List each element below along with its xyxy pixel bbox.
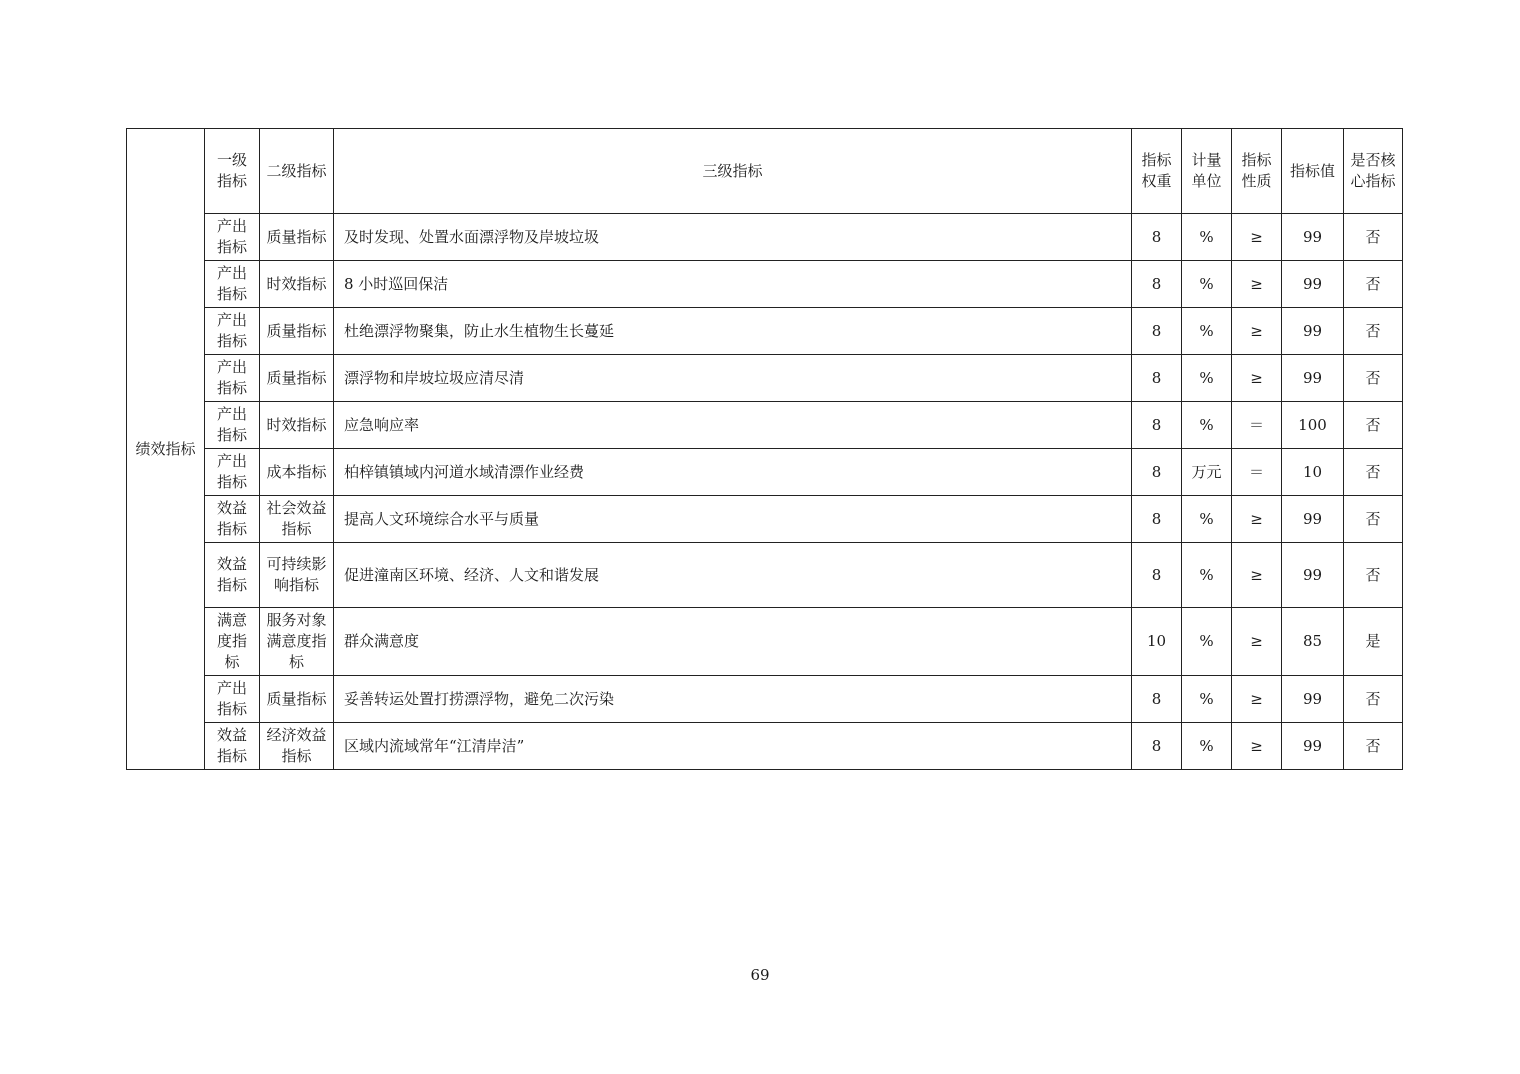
level2-cell: 质量指标 [260,214,334,261]
nature-cell: ≥ [1232,496,1282,543]
core-cell: 否 [1344,355,1403,402]
core-cell: 否 [1344,308,1403,355]
performance-table-container [126,128,1402,770]
core-cell: 否 [1344,214,1403,261]
unit-cell: % [1182,261,1232,308]
core-cell: 是 [1344,608,1403,676]
level3-cell: 妥善转运处置打捞漂浮物，避免二次污染 [334,676,1132,723]
table-row [127,676,1403,723]
level2-cell: 服务对象满意度指标 [260,608,334,676]
nature-cell: ≥ [1232,608,1282,676]
level1-cell: 产出指标 [205,261,260,308]
header-level2: 二级指标 [260,129,334,214]
value-cell: 99 [1282,214,1344,261]
nature-cell: ≥ [1232,308,1282,355]
nature-cell: ≥ [1232,723,1282,770]
header-unit: 计量单位 [1182,129,1232,214]
level2-cell: 质量指标 [260,676,334,723]
header-level3: 三级指标 [334,129,1132,214]
table-row [127,496,1403,543]
nature-cell: ≥ [1232,543,1282,608]
unit-cell: % [1182,496,1232,543]
unit-cell: % [1182,543,1232,608]
performance-indicator-table [126,128,1403,770]
nature-cell: ＝ [1232,402,1282,449]
level2-cell: 质量指标 [260,308,334,355]
nature-cell: ≥ [1232,355,1282,402]
core-cell: 否 [1344,723,1403,770]
table-row [127,214,1403,261]
nature-cell: ≥ [1232,261,1282,308]
level1-cell: 产出指标 [205,355,260,402]
weight-cell: 8 [1132,214,1182,261]
value-cell: 99 [1282,543,1344,608]
value-cell: 99 [1282,355,1344,402]
nature-cell: ≥ [1232,676,1282,723]
weight-cell: 8 [1132,355,1182,402]
weight-cell: 8 [1132,449,1182,496]
nature-cell: ＝ [1232,449,1282,496]
core-cell: 否 [1344,261,1403,308]
table-row [127,723,1403,770]
level2-cell: 社会效益指标 [260,496,334,543]
header-core: 是否核心指标 [1344,129,1403,214]
value-cell: 85 [1282,608,1344,676]
value-cell: 99 [1282,261,1344,308]
group-label-cell: 绩效指标 [127,129,205,770]
weight-cell: 8 [1132,723,1182,770]
unit-cell: % [1182,676,1232,723]
level1-cell: 产出指标 [205,308,260,355]
unit-cell: % [1182,608,1232,676]
level3-cell: 提高人文环境综合水平与质量 [334,496,1132,543]
value-cell: 99 [1282,308,1344,355]
level2-cell: 经济效益指标 [260,723,334,770]
header-level1: 一级指标 [205,129,260,214]
core-cell: 否 [1344,543,1403,608]
table-row [127,261,1403,308]
header-nature: 指标性质 [1232,129,1282,214]
unit-cell: % [1182,308,1232,355]
value-cell: 99 [1282,496,1344,543]
level1-cell: 产出指标 [205,676,260,723]
level3-cell: 促进潼南区环境、经济、人文和谐发展 [334,543,1132,608]
header-row [127,129,1403,214]
value-cell: 99 [1282,676,1344,723]
core-cell: 否 [1344,676,1403,723]
table-row [127,308,1403,355]
level3-cell: 8 小时巡回保洁 [334,261,1132,308]
level1-cell: 效益指标 [205,496,260,543]
level1-cell: 效益指标 [205,543,260,608]
value-cell: 100 [1282,402,1344,449]
header-weight: 指标权重 [1132,129,1182,214]
level2-cell: 成本指标 [260,449,334,496]
table-row [127,608,1403,676]
level3-cell: 及时发现、处置水面漂浮物及岸坡垃圾 [334,214,1132,261]
page-number: 69 [750,966,770,984]
level1-cell: 产出指标 [205,402,260,449]
weight-cell: 8 [1132,261,1182,308]
level2-cell: 可持续影响指标 [260,543,334,608]
table-row [127,355,1403,402]
weight-cell: 8 [1132,676,1182,723]
unit-cell: % [1182,402,1232,449]
value-cell: 10 [1282,449,1344,496]
table-row [127,449,1403,496]
core-cell: 否 [1344,496,1403,543]
level1-cell: 满意度指标 [205,608,260,676]
unit-cell: % [1182,214,1232,261]
level1-cell: 产出指标 [205,449,260,496]
level3-cell: 区域内流域常年“江清岸洁” [334,723,1132,770]
core-cell: 否 [1344,402,1403,449]
level2-cell: 时效指标 [260,261,334,308]
weight-cell: 8 [1132,543,1182,608]
table-row [127,402,1403,449]
weight-cell: 8 [1132,496,1182,543]
unit-cell: % [1182,723,1232,770]
unit-cell: 万元 [1182,449,1232,496]
level2-cell: 时效指标 [260,402,334,449]
level1-cell: 效益指标 [205,723,260,770]
nature-cell: ≥ [1232,214,1282,261]
level3-cell: 柏梓镇镇域内河道水域清漂作业经费 [334,449,1132,496]
unit-cell: % [1182,355,1232,402]
weight-cell: 8 [1132,402,1182,449]
table-row [127,543,1403,608]
level2-cell: 质量指标 [260,355,334,402]
core-cell: 否 [1344,449,1403,496]
weight-cell: 8 [1132,308,1182,355]
level3-cell: 群众满意度 [334,608,1132,676]
weight-cell: 10 [1132,608,1182,676]
level3-cell: 漂浮物和岸坡垃圾应清尽清 [334,355,1132,402]
level3-cell: 杜绝漂浮物聚集，防止水生植物生长蔓延 [334,308,1132,355]
level3-cell: 应急响应率 [334,402,1132,449]
level1-cell: 产出指标 [205,214,260,261]
header-value: 指标值 [1282,129,1344,214]
value-cell: 99 [1282,723,1344,770]
